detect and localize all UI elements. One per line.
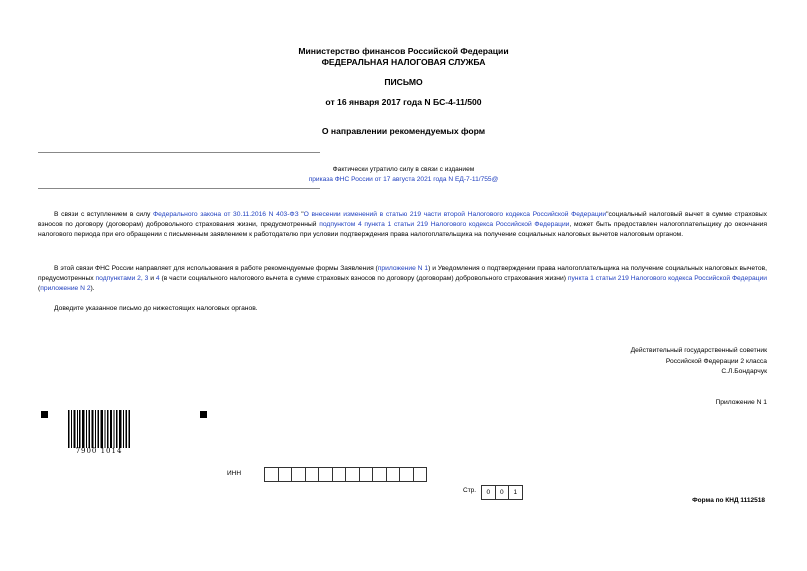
signature-title-2: Российской Федерации 2 класса: [665, 357, 767, 365]
inn-cells: [265, 467, 427, 482]
inn-cell[interactable]: [359, 467, 374, 482]
page-cells: [482, 485, 523, 500]
signature-name: С.Л.Бондарчук: [721, 368, 767, 376]
form-marker-left: [41, 411, 48, 418]
barcode-icon: [68, 410, 130, 448]
p1-text-3: "социальный налоговый вычет в сумме страховых взносов по договору (договорам) добровольного страхования жизни, предусмотренный: [38, 211, 767, 229]
barcode-number: 7900 1014: [75, 447, 123, 455]
inn-label: ИНН: [227, 470, 242, 477]
p1-text-2: ": [298, 211, 304, 218]
inn-cell[interactable]: [413, 467, 428, 482]
p2-text-1: В этой связи ФНС России направляет для использования в работе рекомендуемые формы Заявления (: [54, 265, 378, 272]
law-title-link[interactable]: О внесении изменений в статью 219 части второй Налогового кодекса Российской Федерации: [303, 211, 607, 218]
p2-text-6: ).: [90, 285, 95, 293]
inn-cell[interactable]: [386, 467, 401, 482]
subpoints-link[interactable]: подпунктами 2, 3: [95, 275, 149, 283]
inn-cell[interactable]: [305, 467, 320, 482]
federal-law-link[interactable]: Федерального закона от 30.11.2016 N 403-ФЗ: [153, 211, 299, 218]
appendix-1-link[interactable]: приложение N 1: [377, 265, 429, 272]
form-marker-right: [200, 411, 207, 418]
p2-text-4: (в части социального налогового вычета в сумме страховых взносов по договору (договорам) добровольного страхования жизни): [159, 275, 568, 283]
signature-title-1: Действительный государственный советник: [630, 347, 767, 354]
inn-cell[interactable]: [291, 467, 306, 482]
document-type: ПИСЬМО: [384, 77, 423, 87]
page-label: Стр.: [463, 487, 477, 494]
inn-cell[interactable]: [345, 467, 360, 482]
paragraph-3: Доведите указанное письмо до нижестоящих налоговых органов.: [54, 305, 258, 312]
subpoint-4-link[interactable]: 4: [155, 275, 160, 283]
appendix-2-link[interactable]: приложение N 2: [40, 285, 91, 293]
p1-text-4: , может быть предоставлен налогоплательщику до окончания налогового периода при его обращении с письменным заявлением к работодателю при условии подтверждения права налогоплательщика на получение социальных налоговых вычетов налоговым органом.: [38, 221, 767, 239]
document-date: от 16 января 2017 года N БС-4-11/500: [325, 97, 482, 107]
signature-block: [631, 346, 767, 378]
page-cell[interactable]: 0: [481, 485, 496, 500]
order-link[interactable]: приказа ФНС России от 17 августа 2021 года N ЕД-7-11/755@: [308, 176, 499, 183]
inn-cell[interactable]: [332, 467, 347, 482]
page-cell[interactable]: 0: [495, 485, 510, 500]
ministry-name: Министерство финансов Российской Федерации: [298, 46, 509, 56]
page-cell[interactable]: 1: [508, 485, 523, 500]
service-name: ФЕДЕРАЛЬНАЯ НАЛОГОВАЯ СЛУЖБА: [321, 57, 486, 67]
inn-cell[interactable]: [264, 467, 279, 482]
paragraph-2: [38, 264, 767, 295]
p2-text-5: (: [38, 285, 41, 293]
inn-cell[interactable]: [318, 467, 333, 482]
knd-form-code: Форма по КНД 1112518: [692, 497, 765, 504]
appendix-label: Приложение N 1: [715, 399, 767, 406]
paragraph-1: [38, 210, 767, 241]
p2-text-2: ) и Уведомления о подтверждении права налогоплательщика на получение социальных налоговых вычетов, предусмотренных: [38, 265, 767, 283]
tax-code-subpoint-link[interactable]: подпунктом 4 пункта 1 статьи 219 Налогового кодекса Российской Федерации: [319, 221, 570, 229]
status-note: Фактически утратило силу в связи с изданием: [332, 166, 475, 173]
inn-cell[interactable]: [372, 467, 387, 482]
status-note-link-row: [0, 174, 807, 185]
article-219-link[interactable]: пункта 1 статьи 219 Налогового кодекса Российской Федерации: [567, 275, 767, 283]
divider-bottom: [38, 188, 320, 189]
document-subject: О направлении рекомендуемых форм: [321, 126, 486, 136]
divider-top: [38, 152, 320, 153]
p1-text-1: В связи с вступлением в силу: [54, 211, 154, 218]
p2-text-3: и: [148, 275, 156, 283]
inn-cell[interactable]: [278, 467, 293, 482]
inn-cell[interactable]: [399, 467, 414, 482]
